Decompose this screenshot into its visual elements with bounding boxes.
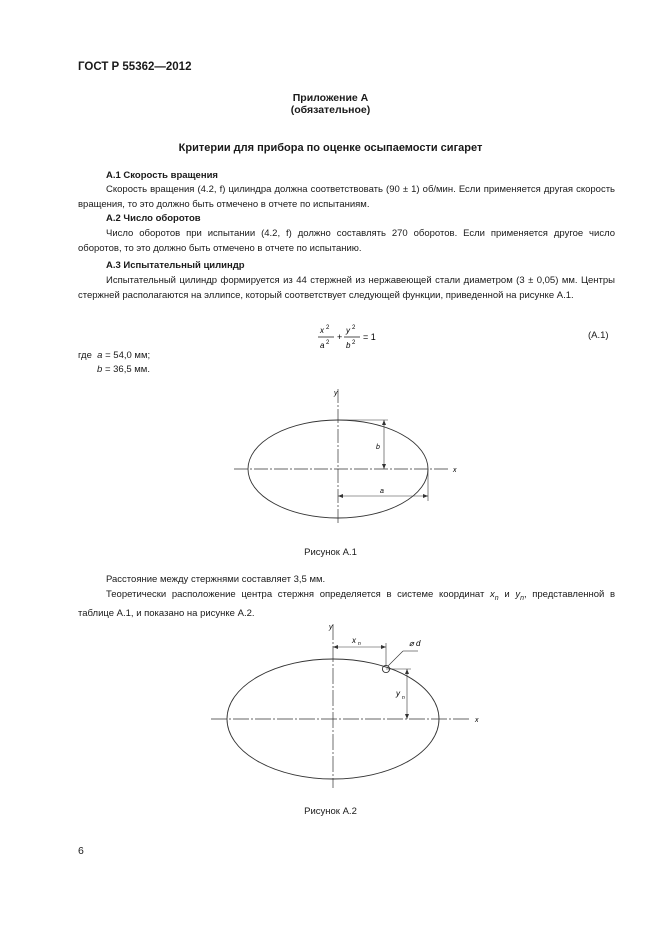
eq-equals-one: = 1 <box>363 332 376 342</box>
eq-a: a <box>320 341 325 350</box>
standard-number: ГОСТ Р 55362—2012 <box>78 61 192 73</box>
fig1-b-arrow-bottom <box>382 464 386 469</box>
para-position: Теоретически расположение центра стержня определяется в системе координат $x_n$ и $y_n$, представленной в таблице А.1, и показано на рисунке А.2. <box>78 589 616 619</box>
fig2-xn-label: x <box>352 636 356 645</box>
fig1-b-arrow-top <box>382 420 386 425</box>
eq-y-sup: 2 <box>352 325 356 331</box>
fig1-a-label: a <box>380 488 384 495</box>
eq-y: y <box>346 326 350 335</box>
where-a: где a = 54,0 мм; <box>78 350 151 361</box>
fig1-a-arrow-left <box>338 494 343 498</box>
section-heading-a2: А.2 Число оборотов <box>106 213 201 224</box>
fig2-yn-label: y <box>396 689 400 698</box>
fig1-x-label: x <box>453 467 457 474</box>
eq-b-sup: 2 <box>352 340 356 346</box>
fig2-x-label: x <box>475 717 479 724</box>
fig1-a-arrow-right <box>423 494 428 498</box>
section-text-a3: Испытательный цилиндр формируется из 44 стержней из нержавеющей стали диаметром (3 ± 0,05) мм. Центры стержней располагаются на эллипсе, который соответствует следующей функции, приведенной на рисунке А.1. <box>78 275 615 301</box>
fig2-d-label: ⌀ d <box>409 639 421 648</box>
figure-a1 <box>230 385 470 535</box>
fig2-yn-arrow-bottom <box>405 714 409 719</box>
annex-status: (обязательное) <box>290 104 371 116</box>
where-b: b = 36,5 мм. <box>97 364 150 375</box>
section-text-a2: Число оборотов при испытании (4.2, f) должно составлять 270 оборотов. Если применяется другое число оборотов, то это должно быть отмечено в отчете по испытанию. <box>78 228 615 254</box>
section-heading-a1: А.1 Скорость вращения <box>106 170 218 181</box>
figure-a2-caption: Рисунок А.2 <box>304 806 357 817</box>
para-spacing: Расстояние между стержнями составляет 3,5 мм. <box>106 574 326 585</box>
figure-a1-caption: Рисунок А.1 <box>304 547 357 558</box>
fig1-b-label: b <box>376 444 380 451</box>
fig2-xn-arrow-right <box>381 645 386 649</box>
document-title: Критерии для прибора по оценке осыпаемости сигарет <box>178 142 483 154</box>
fig1-y-label: y <box>334 390 338 397</box>
fig2-xn-arrow-left <box>333 645 338 649</box>
fig2-yn-arrow-top <box>405 669 409 674</box>
section-heading-a3: А.3 Испытательный цилиндр <box>106 260 245 271</box>
section-text-a1: Скорость вращения (4.2, f) цилиндра должна соответствовать (90 ± 1) об/мин. Если применяется другая скорость вращения, то это должно быть отмечено в отчете по испытаниям. <box>78 184 615 210</box>
eq-plus: + <box>337 332 343 342</box>
fig2-yn-sub: n <box>402 695 405 701</box>
eq-a-sup: 2 <box>326 340 330 346</box>
equation-a1 <box>316 322 386 354</box>
fig2-d-leader <box>388 651 403 666</box>
eq-x: x <box>320 326 324 335</box>
figure-a2 <box>205 618 490 798</box>
annex-title: Приложение А <box>292 92 369 104</box>
fig2-y-label: y <box>329 624 333 631</box>
eq-b: b <box>346 341 351 350</box>
equation-number: (А.1) <box>588 330 609 341</box>
page-number: 6 <box>78 845 84 857</box>
fig2-xn-sub: n <box>358 641 361 647</box>
eq-x-sup: 2 <box>326 325 330 331</box>
